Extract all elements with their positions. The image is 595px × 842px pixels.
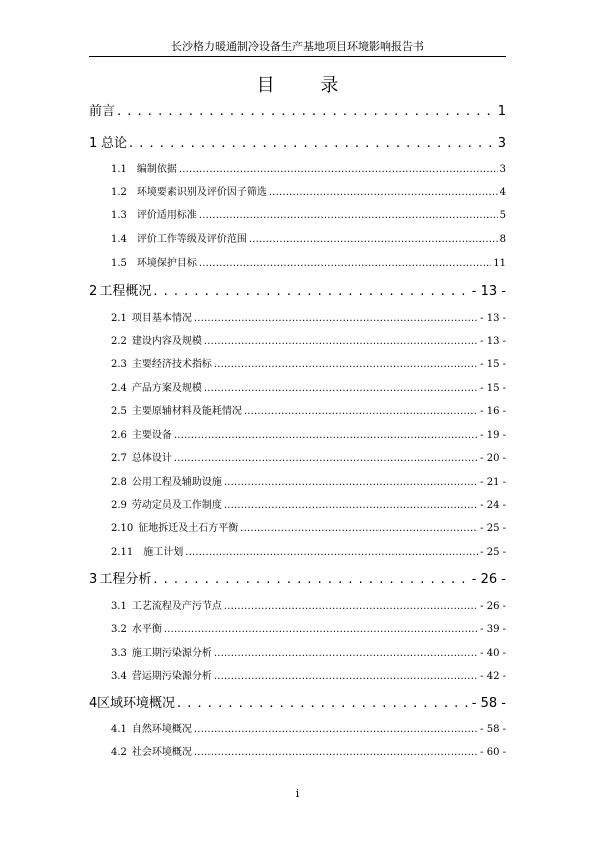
toc-entry-number: 3 [89, 572, 98, 587]
toc-entry-page: - 13 - [471, 284, 506, 299]
page-number: i [295, 787, 300, 800]
toc-entry-label: 工艺流程及产污节点 [131, 601, 222, 612]
toc-entry-chapter-4[interactable] [89, 695, 506, 713]
toc-entry-label: 总体设计 [131, 453, 172, 464]
toc-entry-3-1[interactable] [89, 600, 506, 614]
toc-entry-chapter-3[interactable] [89, 571, 506, 589]
toc-entry-number: 2.6 [111, 430, 127, 441]
toc-entry-2-6[interactable] [89, 429, 506, 443]
toc-entry-page: - 25 - [480, 523, 506, 534]
dot-leader [224, 476, 478, 490]
toc-entry-label: 营运期污染源分析 [131, 671, 212, 682]
toc-entry-number: 2.1 [111, 313, 127, 324]
toc-entry-label: 水平衡 [131, 624, 162, 635]
toc-entry-page: 5 [499, 210, 506, 221]
toc-entry-label: 公用工程及辅助设施 [131, 477, 222, 488]
toc-entry-number: 1.3 [111, 210, 127, 221]
toc-entry-2-1[interactable] [89, 312, 506, 326]
toc-entry-page: - 58 - [471, 696, 506, 711]
toc-entry-3-2[interactable] [89, 623, 506, 637]
toc-entry-page: - 15 - [480, 383, 506, 394]
toc-entry-2-2[interactable] [89, 335, 506, 349]
toc-entry-chapter-1[interactable] [89, 135, 506, 153]
toc-entry-1-5[interactable] [89, 257, 506, 271]
running-header: 长沙格力暖通制冷设备生产基地项目环境影响报告书 [89, 40, 506, 57]
toc-entry-page: - 26 - [480, 601, 506, 612]
toc-entry-number: 2.7 [111, 453, 127, 464]
toc-entry-2-10[interactable] [89, 522, 506, 536]
toc-entry-number: 2.4 [111, 383, 127, 394]
toc-entry-number: 1.1 [111, 164, 127, 175]
toc-entry-3-3[interactable] [89, 647, 506, 661]
dot-leader [164, 623, 478, 637]
toc-entry-number: 2.5 [111, 406, 127, 417]
toc-entry-page: - 60 - [480, 747, 506, 758]
toc-entry-4-2[interactable] [89, 746, 506, 760]
toc-entry-1-1[interactable] [89, 163, 506, 177]
toc-entry-page: - 40 - [480, 648, 506, 659]
toc-entry-page: - 13 - [480, 313, 506, 324]
dot-leader [204, 382, 478, 396]
toc-entry-page: 4 [499, 187, 506, 198]
toc-entry-label: 编制依据 [136, 164, 177, 175]
toc-entry-page: - 13 - [480, 336, 506, 347]
dot-leader [177, 695, 470, 713]
toc-entry-label: 工程分析 [99, 572, 152, 587]
toc-entry-label: 项目基本情况 [131, 313, 192, 324]
toc-entry-label: 自然环境概况 [131, 724, 192, 735]
toc-entry-number: 3.3 [111, 648, 127, 659]
toc-entry-4-1[interactable] [89, 723, 506, 737]
dot-leader [199, 257, 491, 271]
toc-entry-number: 2 [89, 284, 98, 299]
toc-entry-label: 总论 [101, 136, 128, 151]
dot-leader [204, 335, 478, 349]
toc-entry-label: 社会环境概况 [131, 747, 192, 758]
dot-leader [214, 647, 478, 661]
toc-entry-2-5[interactable] [89, 405, 506, 419]
toc-entry-page: 8 [499, 234, 506, 245]
toc-entry-page: - 16 - [480, 406, 506, 417]
toc-entry-number: 1 [89, 136, 98, 151]
dot-leader [240, 522, 478, 536]
dot-leader [174, 429, 478, 443]
toc-entry-number: 2.2 [111, 336, 127, 347]
toc-entry-number: 4.2 [111, 747, 127, 758]
toc-entry-label: 区域环境概况 [97, 696, 176, 711]
toc-entry-1-3[interactable] [89, 209, 506, 223]
toc-entry-label: 环境保护目标 [136, 258, 197, 269]
toc-entry-3-4[interactable] [89, 670, 506, 684]
toc-entry-number: 2.9 [111, 500, 127, 511]
toc-entry-number: 1.2 [111, 187, 127, 198]
dot-leader [199, 209, 498, 223]
toc-entry-number: 4.1 [111, 724, 127, 735]
toc-entry-label: 环境要素识别及评价因子筛选 [136, 187, 267, 198]
toc-entry-2-8[interactable] [89, 476, 506, 490]
dot-leader [249, 233, 498, 247]
dot-leader [214, 358, 478, 372]
dot-leader [185, 546, 478, 560]
toc-entry-page: - 25 - [480, 547, 506, 558]
toc-entry-1-2[interactable] [89, 186, 506, 200]
toc-entry-label: 征地拆迁及土石方平衡 [138, 523, 239, 534]
toc-entry-2-9[interactable] [89, 499, 506, 513]
toc-entry-number: 2.11 [111, 547, 134, 558]
toc-entry-label: 劳动定员及工作制度 [131, 500, 222, 511]
toc-entry-preface[interactable] [89, 103, 506, 121]
dot-leader [194, 312, 478, 326]
dot-leader [244, 405, 478, 419]
toc-entry-2-11[interactable] [89, 546, 506, 560]
toc-title: 目 录 [256, 75, 359, 96]
toc-entry-label: 主要设备 [131, 430, 172, 441]
toc-entry-page: - 24 - [480, 500, 506, 511]
toc-entry-label: 评价工作等级及评价范围 [136, 234, 247, 245]
toc-entry-page: - 26 - [471, 572, 506, 587]
toc-entry-number: 1.4 [111, 234, 127, 245]
dot-leader [153, 571, 469, 589]
toc-entry-number: 4 [89, 696, 98, 711]
dot-leader [174, 452, 478, 466]
dot-leader [129, 135, 496, 153]
toc-entry-page: 11 [493, 258, 506, 269]
toc-entry-number: 3.4 [111, 671, 127, 682]
toc-entry-page: 3 [497, 136, 506, 151]
dot-leader [224, 600, 478, 614]
dot-leader [179, 163, 498, 177]
toc-entry-page: - 19 - [480, 430, 506, 441]
dot-leader [269, 186, 498, 200]
toc-entry-page: - 15 - [480, 359, 506, 370]
toc-entry-label: 工程概况 [99, 284, 152, 299]
toc-entry-page: - 20 - [480, 453, 506, 464]
toc-entry-page: 3 [499, 164, 506, 175]
dot-leader [214, 670, 478, 684]
dot-leader [117, 103, 496, 121]
toc-entry-2-3[interactable] [89, 358, 506, 372]
toc-entry-label: 施工计划 [143, 547, 184, 558]
toc-entry-label: 施工期污染源分析 [131, 648, 212, 659]
toc-entry-page: - 39 - [480, 624, 506, 635]
toc-entry-2-7[interactable] [89, 452, 506, 466]
toc-entry-label: 主要经济技术指标 [131, 359, 212, 370]
dot-leader [153, 283, 469, 301]
toc-entry-number: 2.3 [111, 359, 127, 370]
toc-entry-number: 3.1 [111, 601, 127, 612]
dot-leader [194, 723, 478, 737]
toc-entry-label: 评价适用标准 [136, 210, 197, 221]
toc-entry-page: - 21 - [480, 477, 506, 488]
toc-entry-chapter-2[interactable] [89, 283, 506, 301]
toc-entry-page: - 58 - [480, 724, 506, 735]
dot-leader [194, 746, 478, 760]
toc-entry-page: 1 [497, 104, 506, 119]
toc-entry-number: 3.2 [111, 624, 127, 635]
toc-entry-label: 前言 [89, 104, 116, 119]
toc-entry-number: 2.8 [111, 477, 127, 488]
toc-entry-number: 1.5 [111, 258, 127, 269]
dot-leader [224, 499, 478, 513]
toc-entry-label: 主要原辅材料及能耗情况 [131, 406, 242, 417]
toc-entry-label: 建设内容及规模 [131, 336, 202, 347]
toc-entry-2-4[interactable] [89, 382, 506, 396]
toc-entry-number: 2.10 [111, 523, 134, 534]
toc-entry-page: - 42 - [480, 671, 506, 682]
toc-entry-1-4[interactable] [89, 233, 506, 247]
toc-entry-label: 产品方案及规模 [131, 383, 202, 394]
